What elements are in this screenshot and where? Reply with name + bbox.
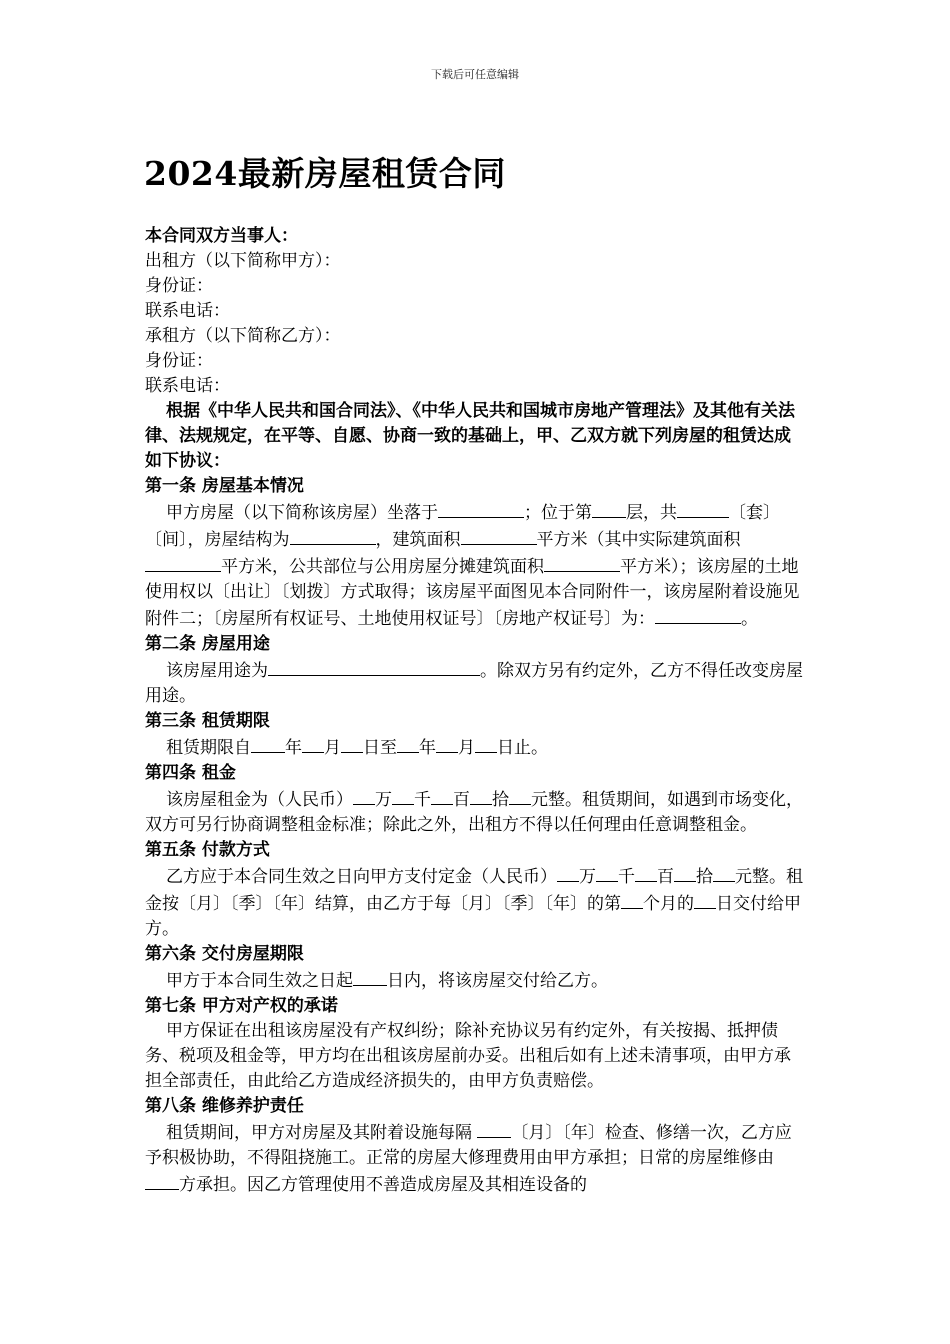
article-3-heading: 第三条 租赁期限 bbox=[145, 711, 270, 731]
article-2-heading: 第二条 房屋用途 bbox=[145, 634, 270, 654]
blank-field[interactable] bbox=[544, 553, 620, 572]
blank-field[interactable] bbox=[436, 734, 458, 753]
article-8-body: 租赁期间，甲方对房屋及其附着设施每隔 〔月〕〔年〕检查、修缮一次，乙方应予积极协助，不得阻挠施工。正常的房屋大修理费用由甲方承担；日常的房屋维修由方承担。因乙方管理使用不善造成房屋及其相连设备的 bbox=[145, 1119, 805, 1198]
contract-body bbox=[145, 224, 805, 1198]
blank-field[interactable] bbox=[353, 786, 375, 805]
blank-field[interactable] bbox=[475, 734, 497, 753]
blank-field[interactable] bbox=[431, 786, 453, 805]
blank-field[interactable] bbox=[694, 890, 716, 909]
blank-field[interactable] bbox=[268, 657, 480, 676]
article-7-body: 甲方保证在出租该房屋没有产权纠纷；除补充协议另有约定外，有关按揭、抵押债务、税项及租金等，甲方均在出租该房屋前办妥。出租后如有上述未清事项，由甲方承担全部责任，由此给乙方造成经济损失的，由甲方负责赔偿。 bbox=[145, 1021, 791, 1091]
blank-field[interactable] bbox=[353, 967, 387, 986]
blank-field[interactable] bbox=[655, 605, 741, 624]
lessor-line: 出租方（以下简称甲方）： bbox=[145, 251, 341, 271]
blank-field[interactable] bbox=[477, 1119, 511, 1138]
blank-field[interactable] bbox=[677, 499, 729, 518]
blank-field[interactable] bbox=[290, 526, 376, 545]
blank-field[interactable] bbox=[392, 786, 414, 805]
article-3-body: 租赁期限自 年 月 日至 年 月 日止。 bbox=[145, 734, 805, 761]
blank-field[interactable] bbox=[397, 734, 419, 753]
page-header: 下载后可任意编辑 bbox=[431, 68, 519, 81]
article-1-heading: 第一条 房屋基本情况 bbox=[145, 476, 304, 496]
blank-field[interactable] bbox=[713, 863, 735, 882]
article-6-heading: 第六条 交付房屋期限 bbox=[145, 944, 304, 964]
parties-heading: 本合同双方当事人： bbox=[145, 226, 298, 246]
blank-field[interactable] bbox=[557, 863, 579, 882]
lessee-line: 承租方（以下简称乙方）： bbox=[145, 326, 341, 346]
preamble: 根据《中华人民共和国合同法》、《中华人民共和国城市房地产管理法》及其他有关法律、法规规定，在平等、自愿、协商一致的基础上，甲、乙双方就下列房屋的租赁达成如下协议： bbox=[145, 401, 795, 471]
article-6-body: 甲方于本合同生效之日起 日内，将该房屋交付给乙方。 bbox=[145, 967, 805, 994]
blank-field[interactable] bbox=[470, 786, 492, 805]
article-8-heading: 第八条 维修养护责任 bbox=[145, 1096, 304, 1116]
blank-field[interactable] bbox=[674, 863, 696, 882]
lessee-id-line: 身份证： bbox=[145, 351, 213, 371]
blank-field[interactable] bbox=[302, 734, 324, 753]
blank-field[interactable] bbox=[635, 863, 657, 882]
blank-field[interactable] bbox=[621, 890, 643, 909]
lessor-phone-line: 联系电话： bbox=[145, 301, 230, 321]
article-4-heading: 第四条 租金 bbox=[145, 763, 236, 783]
blank-field[interactable] bbox=[145, 553, 221, 572]
lessee-phone-line: 联系电话： bbox=[145, 376, 230, 396]
blank-field[interactable] bbox=[592, 499, 626, 518]
blank-field[interactable] bbox=[509, 786, 531, 805]
article-5-body: 乙方应于本合同生效之日向甲方支付定金（人民币） 万 千 百 拾 元整。租金按〔月〕〔季〕〔年〕结算，由乙方于每〔月〕〔季〕〔年〕的第 个月的 日交付给甲方。 bbox=[145, 863, 805, 942]
blank-field[interactable] bbox=[341, 734, 363, 753]
blank-field[interactable] bbox=[251, 734, 285, 753]
lessor-id-line: 身份证： bbox=[145, 276, 213, 296]
blank-field[interactable] bbox=[438, 499, 524, 518]
article-2-body: 该房屋用途为 。除双方另有约定外，乙方不得任改变房屋用途。 bbox=[145, 657, 805, 709]
blank-field[interactable] bbox=[461, 526, 537, 545]
document-title: 2024最新房屋租赁合同 bbox=[144, 154, 506, 193]
article-5-heading: 第五条 付款方式 bbox=[145, 840, 270, 860]
blank-field[interactable] bbox=[145, 1171, 179, 1190]
blank-field[interactable] bbox=[596, 863, 618, 882]
article-7-heading: 第七条 甲方对产权的承诺 bbox=[145, 996, 338, 1016]
article-1-body: 甲方房屋（以下简称该房屋）坐落于 ；位于第 层，共 〔套〕〔间〕，房屋结构为 ，建筑面积 平方米（其中实际建筑面积平方米，公共部位与公用房屋分摊建筑面积 平方米）；该房屋的土地使用权以〔出让〕〔划拨〕方式取得；该房屋平面图见本合同附件一，该房屋附着设施见附件二；〔房屋所有权证号、土地使用权证号〕〔房地产权证号〕为： 。 bbox=[145, 499, 805, 632]
article-4-body: 该房屋租金为（人民币） 万 千 百 拾 元整。租赁期间，如遇到市场变化，双方可另行协商调整租金标准；除此之外，出租方不得以任何理由任意调整租金。 bbox=[145, 786, 805, 838]
